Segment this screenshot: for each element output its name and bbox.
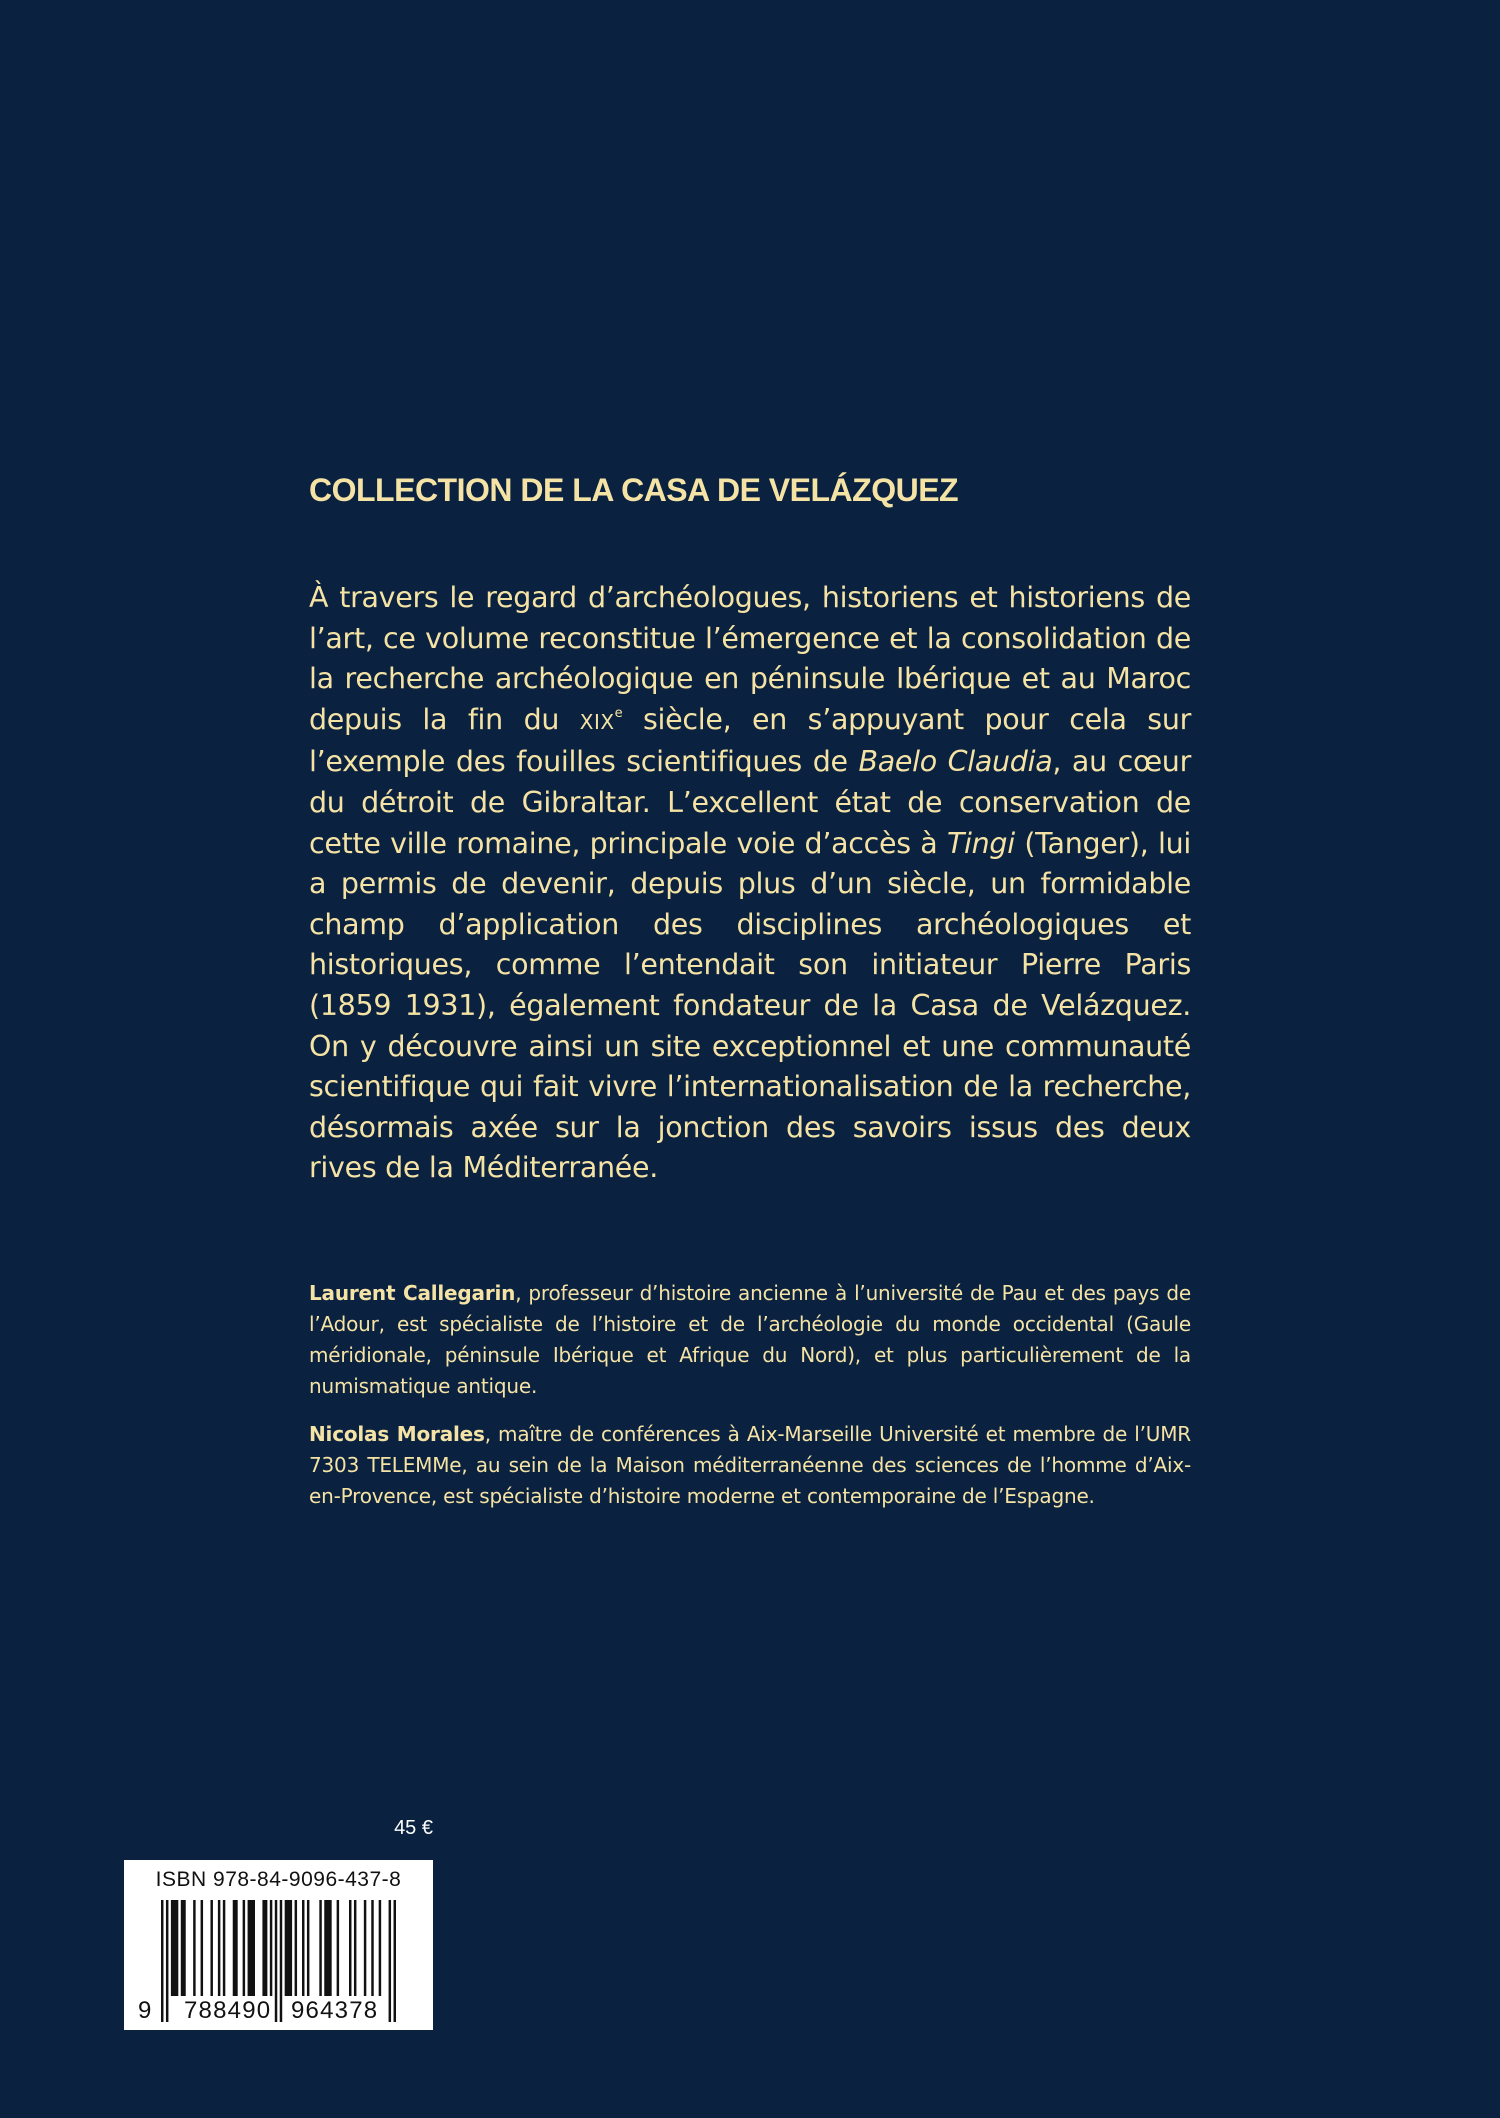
barcode-bar [394,1900,396,2022]
barcode-bar [354,1900,356,1996]
collection-title: COLLECTION DE LA CASA DE VELÁZQUEZ [309,472,959,508]
barcode-bar [248,1900,255,1996]
century-numeral: XIX [579,709,615,734]
city-latin-name: Tingi [946,826,1015,860]
barcode-bar [349,1900,351,1996]
barcode-digit-first: 9 [138,1997,153,2024]
author-bio-morales [309,1419,1191,1512]
barcode-bar [302,1900,304,1996]
barcode-bar [371,1900,373,1996]
barcode-digits-right: 964378 [291,1997,379,2024]
author-bio-text: , professeur d’histoire ancienne à l’université de Pau et des pays de l’Adour, est spécialiste de l’histoire et de l’archéologie du monde occidental (Gaule méridionale, péninsule Ibérique et Afrique du Nord), et plus particulièrement de la numismatique antique. [309,1281,1191,1398]
barcode-bar [161,1900,163,2022]
author-bio-text: , maître de conférences à Aix-Marseille Université et membre de l’UMR 7303 TELEMMe, au sein de la Maison méditerranéenne des sciences de l’homme d’Aix-en-Provence, est spécialiste d’histoire moderne et contemporaine de l’Espagne. [309,1422,1191,1508]
barcode-bar [171,1900,178,1996]
blurb-text-4: (Tanger), lui a permis de devenir, depuis plus d’un siècle, un formidable champ d’application des disciplines archéologiques et historiques, comme l’entendait son initiateur Pierre Paris (1859 1931), également fondateur de la Casa de Velázquez. On y découvre ainsi un site exceptionnel et une communauté scientifique qui fait vivre l’internationalisation de la recherche, désormais axée sur la jonction des savoirs issus des deux rives de la Méditerranée. [309,826,1191,1185]
price-label: 45 € [394,1817,433,1839]
barcode-bar [201,1900,203,1996]
barcode-bar [319,1900,321,1996]
isbn-barcode [124,1860,433,2030]
back-cover-blurb [309,578,1191,1189]
barcode-bar [275,1900,277,2022]
barcode-bar [193,1900,195,1996]
site-name: Baelo Claudia [858,745,1053,779]
barcode-bar [233,1900,238,1996]
blurb-text-2: siècle, en s’appuyant pour cela sur l’exemple des fouilles scientifiques de [309,702,1191,779]
barcode-bar [307,1900,309,1996]
barcode-bar [364,1900,366,1996]
blurb-text-3: , au cœur du détroit de Gibraltar. L’excellent état de conservation de cette ville romaine, principale voie d’accès à [309,745,1191,860]
barcode-bar [270,1900,272,1996]
barcode-bar [285,1900,292,1996]
barcode-bar [324,1900,331,1996]
author-name: Nicolas Morales [309,1422,485,1446]
author-name: Laurent Callegarin [309,1281,516,1305]
barcode-bar [210,1900,212,1996]
isbn-label: ISBN 978-84-9096-437-8 [155,1868,402,1891]
barcode-bar [280,1900,282,2022]
barcode-bar [295,1900,297,1996]
century-suffix: e [614,705,623,721]
barcode-bar [262,1900,267,1996]
barcode-bar [223,1900,225,1996]
barcode-bar [218,1900,220,1996]
barcode-bar [379,1900,381,1996]
barcode-bar [337,1900,339,1996]
barcode-bar [243,1900,245,1996]
barcode-bar [181,1900,186,1996]
blurb-text-1: À travers le regard d’archéologues, historiens et historiens de l’art, ce volume reconstitue l’émergence et la consolidation de la recherche archéologique en péninsule Ibérique et au Maroc depuis la fin du [309,581,1191,736]
barcode-digits-left: 788490 [184,1997,272,2024]
barcode-bar [389,1900,391,2022]
author-bio-callegarin [309,1278,1191,1402]
barcode-bar [166,1900,168,2022]
